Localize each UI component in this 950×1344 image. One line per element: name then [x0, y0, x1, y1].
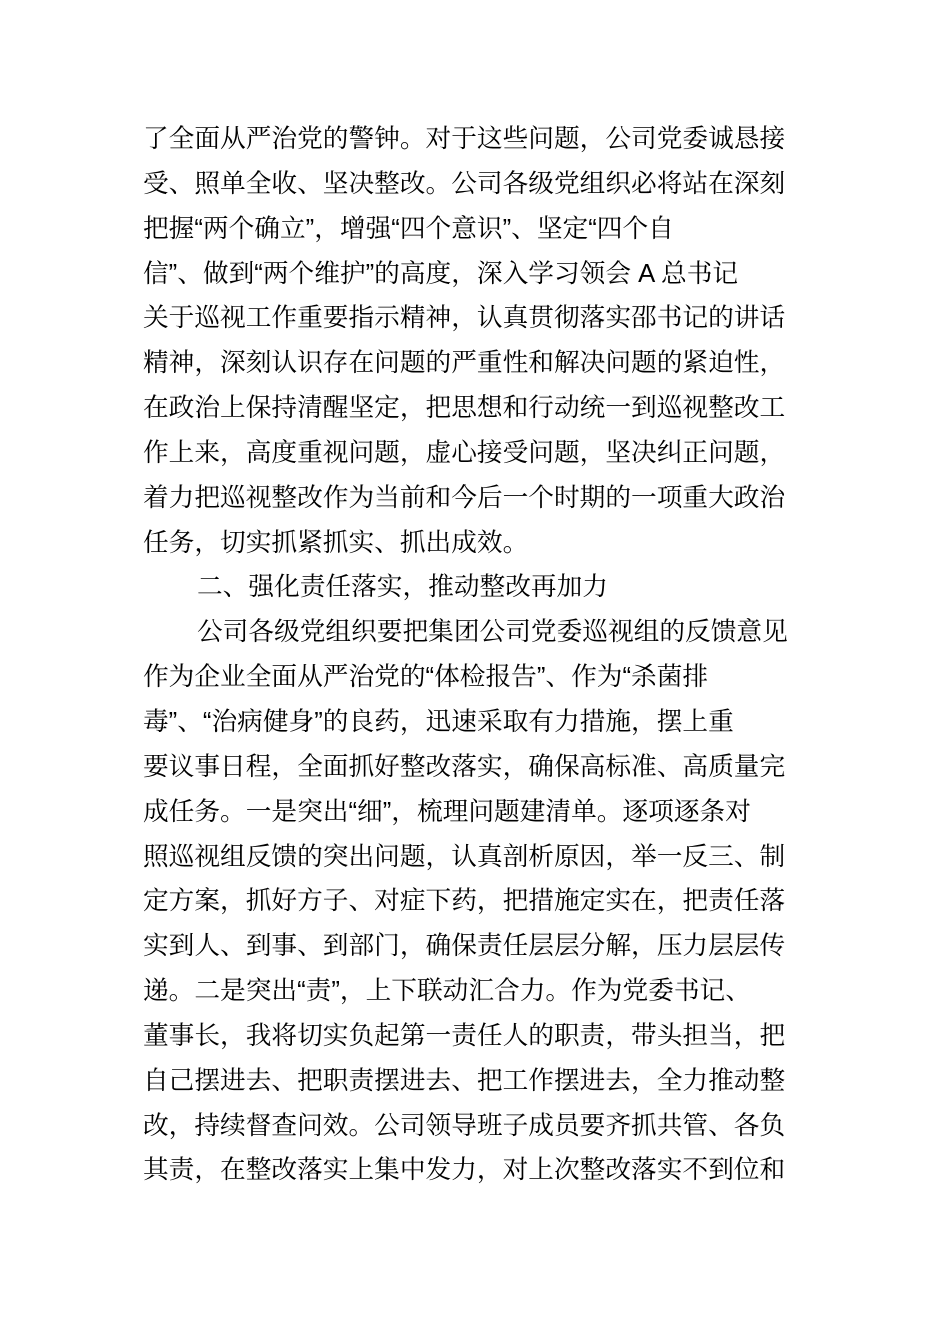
text-line: 改，持续督查问效。公司领导班子成员要齐抓共管、各负 — [143, 1111, 786, 1140]
text-line: 信”、做到“两个维护”的高度，深入学习领会 A 总书记 — [143, 259, 739, 288]
text-block — [143, 117, 808, 1193]
text-line: 受、照单全收、坚决整改。公司各级党组织必将站在深刻 — [143, 169, 786, 198]
text-line: 定方案，抓好方子、对症下药，把措施定实在，把责任落 — [143, 887, 786, 916]
text-line: 精神，深刻认识存在问题的严重性和解决问题的紧迫性， — [143, 349, 786, 378]
text-line: 成任务。一是突出“细”，梳理问题建清单。逐项逐条对 — [143, 797, 751, 826]
text-line: 要议事日程，全面抓好整改落实，确保高标准、高质量完 — [143, 752, 786, 781]
text-line: 着力把巡视整改作为当前和今后一个时期的一项重大政治 — [143, 483, 786, 512]
text-line: 关于巡视工作重要指示精神，认真贯彻落实邵书记的讲话 — [143, 304, 786, 333]
text-line: 作为企业全面从严治党的“体检报告”、作为“杀菌排 — [143, 663, 709, 692]
section-heading: 二、强化责任落实，推动整改再加力 — [196, 573, 608, 602]
text-line: 了全面从严治党的警钟。对于这些问题，公司党委诚恳接 — [143, 125, 786, 153]
text-line: 公司各级党组织要把集团公司党委巡视组的反馈意见 — [196, 618, 788, 647]
text-line: 在政治上保持清醒坚定，把思想和行动统一到巡视整改工 — [143, 394, 786, 423]
text-line: 其责，在整改落实上集中发力，对上次整改落实不到位和 — [143, 1156, 786, 1185]
text-line: 毒”、“治病健身”的良药，迅速采取有力措施，摆上重 — [143, 707, 734, 736]
text-line: 董事长，我将切实负起第一责任人的职责，带头担当，把 — [143, 1021, 786, 1050]
text-line: 作上来，高度重视问题，虚心接受问题，坚决纠正问题， — [143, 438, 786, 467]
text-line: 照巡视组反馈的突出问题，认真剖析原因，举一反三、制 — [143, 842, 786, 871]
text-line: 实到人、到事、到部门，确保责任层层分解，压力层层传 — [143, 932, 786, 961]
text-line: 递。二是突出“责”，上下联动汇合力。作为党委书记、 — [143, 977, 751, 1006]
text-line: 把握“两个确立”，增强“四个意识”、坚定“四个自 — [143, 214, 674, 243]
text-line: 自己摆进去、把职责摆进去、把工作摆进去，全力推动整 — [143, 1066, 786, 1095]
text-line: 任务，切实抓紧抓实、抓出成效。 — [143, 528, 529, 557]
